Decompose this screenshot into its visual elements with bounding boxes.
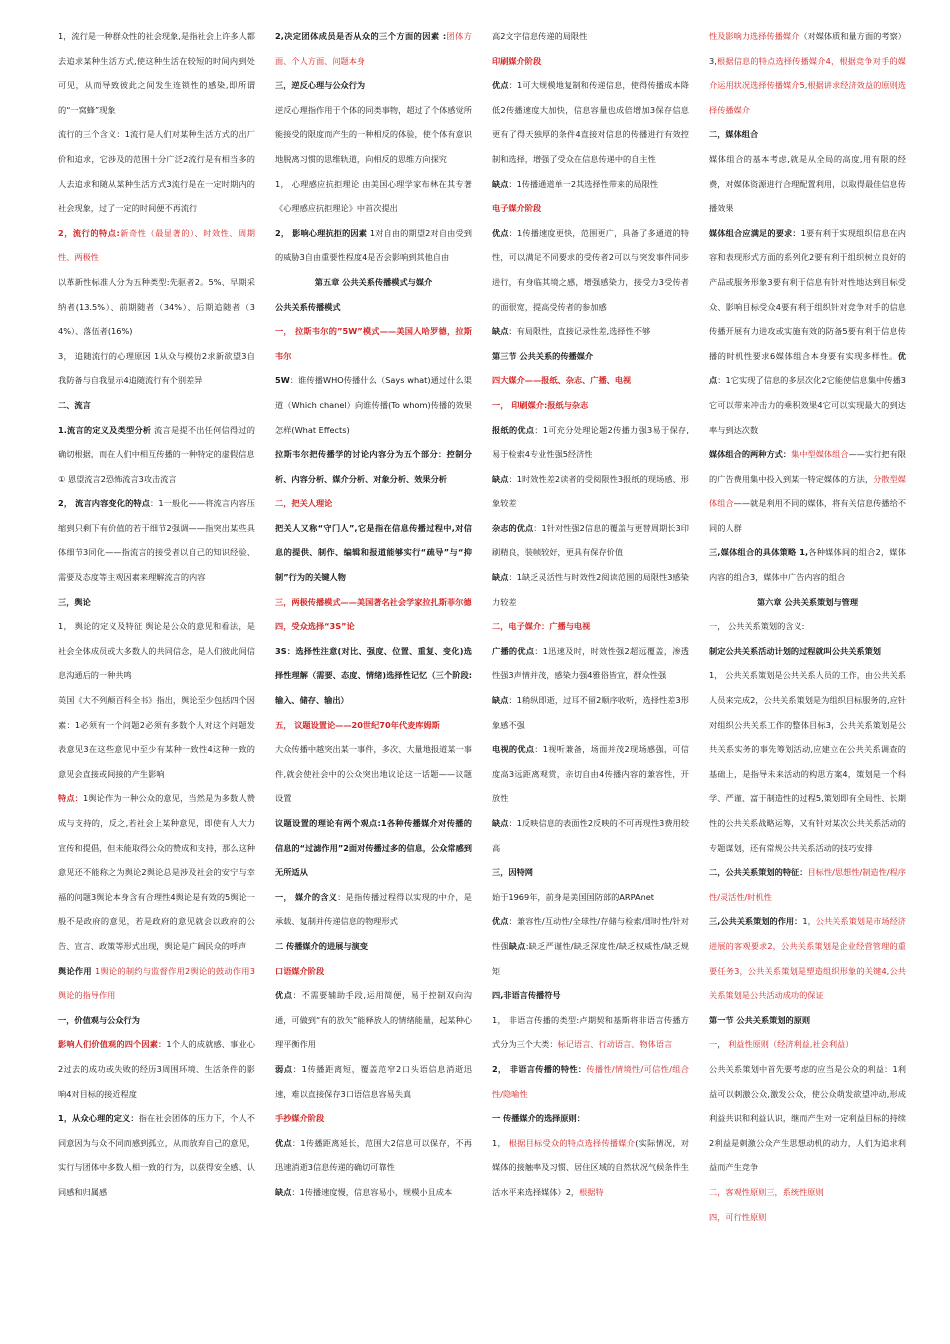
paragraph: [492, 885, 689, 910]
text-run: 2,决定团体成员是否从众的三个方面的因素 :: [275, 31, 447, 41]
text-run: 特点：: [58, 793, 84, 804]
text-run: ：1传播距离延长，范围大2信息可以保存，不再迅速消逝3信息传递的确切可靠性: [275, 1137, 472, 1173]
text-run: 四，受众选择“3S”论: [275, 621, 355, 632]
text-run: 传播性/情境性/可信性/组合性/隐喻性: [492, 1063, 689, 1099]
paragraph: [492, 368, 689, 393]
paragraph: [275, 1057, 472, 1106]
text-run: 2， 非语言传播的特性：: [492, 1063, 587, 1074]
paragraph: [709, 1057, 906, 1180]
text-run: 指在社会团体的压力下，个人不同意因为与众不同而感到孤立，从而放弃自己的意见，实行与团体中多数人相一致的行为，以获得安全感、认同感和归属感: [58, 1113, 255, 1197]
text-run: 广播的优点: [492, 645, 535, 656]
text-run: 1， 舆论的定义及特征 舆论是公众的意见和看法，是社会全体成员或大多数人的共同信念，是人们彼此间信息沟通后的一种共鸣: [58, 621, 255, 681]
text-run: 三，两极传播模式——美国著名社会学家拉扎斯菲尔德: [275, 596, 472, 607]
text-run: 各种媒体间的组合2，媒体内容的组合3，媒体中广告内容的组合: [709, 547, 906, 583]
text-run: 缺点: [275, 1186, 292, 1197]
paragraph: [492, 688, 689, 737]
paragraph: [709, 860, 906, 909]
text-run: 3， 追随流行的心理原因 1从众与模仿2求新欲望3自我防备与自我显示4追随流行有个别差异: [58, 350, 255, 386]
paragraph: [709, 1032, 906, 1057]
text-run: ：兼容性/互动性/全球性/存储与检索/即时性/针对性强: [492, 916, 689, 951]
paragraph: [492, 49, 689, 74]
text-run: 缺点: [492, 695, 509, 706]
text-run: 高2文字信息传递的局限性: [492, 31, 588, 41]
paragraph: [275, 885, 472, 934]
text-run: ：谁传播WHO传播什么（Says what)通过什么渠道（Which chanel）向谁传播(To whom)传播的效果怎样(What Effects): [275, 375, 472, 435]
paragraph: [709, 1180, 906, 1205]
paragraph: [275, 1180, 472, 1205]
text-run: 一，价值观与公众行为: [58, 1014, 140, 1025]
text-run: 口语媒介阶段: [275, 965, 325, 976]
text-run: 影响人们价值观的四个因素：: [58, 1039, 167, 1050]
paragraph: [709, 590, 906, 615]
paragraph: [492, 737, 689, 811]
paragraph: [492, 1131, 689, 1205]
text-run: 始于1969年，前身是美国国防部的ARPAnet: [492, 891, 655, 902]
paragraph: [58, 1106, 255, 1204]
text-run: 电子媒介阶段: [492, 203, 542, 214]
paragraph: [492, 983, 689, 1008]
text-column-4: [709, 24, 906, 1344]
paragraph: [492, 393, 689, 418]
text-run: 一， 印刷媒介:报纸与杂志: [492, 399, 589, 410]
text-run: 以革新性标准人分为五种类型:先驱者2。5%、早期采纳者(13.5%）、前期随者（34%）、后期追随者（34%）、落伍者(16%): [58, 276, 255, 337]
text-run: 制定公共关系活动计划的过程就叫公共关系策划: [709, 645, 881, 656]
text-column-2: [275, 24, 472, 1344]
text-run: 公共关系策划中首先要考虑的应当是公众的利益：1利益可以刺激公众,激发公众，使公众萌发欲望冲动,形成利益共识和利益认识，继而产生对一定利益目标的持续2利益是刺激公众产生思想动机的动力，人们为追求利益而产生竞争: [709, 1063, 906, 1173]
text-run: 1舆论作为一种公众的意见，当然是为多数人赞成与支持的，反之,若社会上某种意见，即使有人大力宣传和提倡，但未能取得公众的赞成和支持，那么这种意见还不能称之为舆论2舆论总是涉及社会的安宁与幸福的问题3舆论本身含有合理性4舆论是有效的5舆论一般不是政府的意见，若是政府的意见就会以政府的公告、宣言、政策等形式出现，舆论是广阔民众的呼声: [58, 793, 255, 951]
text-run: ：是指传播过程得以实现的中介，是承载、复制并传递信息的物理形式: [275, 891, 472, 927]
paragraph: [492, 811, 689, 860]
paragraph: [709, 442, 906, 540]
text-run: 1，: [492, 1137, 509, 1148]
text-run: 1， 非语言传播的类型:卢期契和基斯将非语言传播方式分为三个大类：: [492, 1014, 689, 1050]
text-run: 优点: [492, 916, 509, 927]
text-run: 四,非语言传播符号: [492, 990, 561, 1001]
paragraph: [275, 319, 472, 368]
paragraph: [492, 1106, 689, 1131]
paragraph: [275, 98, 472, 172]
text-run: 1舆论的制约与监督作用2舆论的鼓动作用3舆论的指导作用: [58, 965, 255, 1001]
text-run: 议题设置的理论有两个观点:1各种传播媒介对传播的信息的“过滤作用”2面对传播过多的信息，公众常感到无所适从: [275, 818, 472, 878]
text-run: 公共关系策划是市场经济进展的客观要求2，公共关系策划是企业经营管理的重要任务3，公共关系策划是塑造组织形象的关键4,公共关系策划是公共活动成功的保证: [709, 916, 906, 1001]
paragraph: [275, 442, 472, 491]
paragraph: [275, 959, 472, 984]
paragraph: [492, 196, 689, 221]
paragraph: [492, 418, 689, 467]
paragraph: [709, 24, 906, 122]
paragraph: [709, 1205, 906, 1230]
text-run: ：有局限性，直接记录性差,选择性不够: [508, 326, 651, 337]
text-run: 目标性/思想性/制造性/程序性/灵活性/时机性: [709, 867, 906, 902]
text-run: 第五章 公共关系传播模式与媒介: [314, 276, 433, 287]
text-run: 二，电子媒介：广播与电视: [492, 621, 591, 632]
text-run: 根据特: [579, 1186, 604, 1197]
text-run: 1个人的成就感、事业心2过去的成功或失败的经历3周围环境、生活条件的影响4对目标的接近程度: [58, 1039, 255, 1099]
paragraph: [492, 344, 689, 369]
paragraph: [492, 860, 689, 885]
text-column-1: [58, 24, 255, 1344]
paragraph: [709, 540, 906, 589]
paragraph: [492, 565, 689, 614]
paragraph: [275, 713, 472, 738]
paragraph: [58, 221, 255, 270]
text-run: 逆反心理指作用于个体的同类事物，超过了个体感觉所能接受的限度而产生的一种相反的体验，使个体有意识地脱离习惯的思维轨道，向相反的思维方向探究: [275, 104, 472, 164]
paragraph: [58, 344, 255, 393]
paragraph: [58, 1008, 255, 1033]
paragraph: [275, 983, 472, 1057]
paragraph: [709, 122, 906, 147]
text-run: 第三节 公共关系的传播媒介: [492, 350, 594, 361]
paragraph: [492, 73, 689, 171]
paragraph: [275, 1131, 472, 1180]
paragraph: [275, 639, 472, 713]
paragraph: [275, 172, 472, 221]
paragraph: [492, 319, 689, 344]
text-run: 二，媒体组合: [709, 129, 759, 140]
text-run: 杂志的优点: [492, 522, 534, 533]
paragraph: [275, 24, 472, 73]
text-run: 媒体组合的基本考虑,就是从全局的高度,用有限的经费，对媒体资源进行合理配置利用，以取得最佳信息传播效果: [709, 153, 906, 214]
text-run: 1,: [799, 547, 809, 558]
text-run: 二 传播媒介的进展与演变: [275, 940, 368, 951]
text-run: 分散型媒体组合: [709, 473, 906, 509]
text-run: ：1针对性强2信息的覆盖与更替周期长3印刷精良，装帧较好，更具有保存价值: [492, 522, 689, 558]
paragraph: [709, 147, 906, 221]
text-run: ：1反映信息的表面性2反映的不可再现性3费用较高: [492, 818, 689, 853]
text-run: 新奇性（最显著的）、时效性、周期性、两极性: [58, 227, 255, 263]
text-run: 流行的三个含义：1流行是人们对某种生活方式的出厂价和追求，它涉及的范围十分广泛2流行是有相当多的人去追求和随从某种生活方式3流行是在一定时期内的社会现象，过了一定的时间便不再流行: [58, 129, 255, 214]
text-run: 英国《大不列颠百科全书》指出，舆论至少包括四个因素：1必须有一个问题2必须有多数个人对这个问题发表意见3在这些意见中至少有某种一致性4这种一致的意见会直接或间接的产生影响: [58, 695, 255, 779]
text-run: 一， 媒介的含义: [275, 891, 338, 902]
text-run: 优点: [275, 1137, 292, 1148]
paragraph: [58, 614, 255, 688]
text-run: 5W: [275, 375, 290, 386]
text-run: 优点: [275, 990, 293, 1001]
text-run: 三，逆反心理与公众行为: [275, 80, 366, 91]
text-run: :缺乏严谨性/缺乏深度性/缺乏权威性/缺乏规矩: [492, 940, 689, 976]
text-run: ：1传播速度慢，信息容易小，规模小且成本: [291, 1186, 453, 1197]
text-run: 3S：: [275, 645, 296, 656]
paragraph: [709, 909, 906, 1007]
text-run: 二，公共关系策划的特征：: [709, 867, 808, 878]
text-run: 报纸的优点: [492, 424, 535, 435]
paragraph: [275, 1106, 472, 1131]
paragraph: [58, 959, 255, 1008]
paragraph: [58, 467, 255, 492]
text-run: 二，客观性原则三，系统性原则: [709, 1186, 824, 1197]
text-run: 1， 心理感应抗拒理论 由美国心理学家布林在其专著《心理感应抗拒理论》中首次提出: [275, 178, 472, 214]
text-run: 标记语言、行动语言、物体语言: [557, 1039, 673, 1050]
text-run: ：1时效性差2读者的受阅限性3报纸的现场感、形象较差: [492, 473, 689, 509]
paragraph: [58, 491, 255, 589]
text-run: 团体方面、个人方面、问题本身: [275, 31, 472, 66]
text-run: （对媒体质和量方面的考察）3,: [709, 31, 906, 66]
paragraph: [709, 1008, 906, 1033]
text-run: 电视的优点: [492, 744, 535, 755]
text-run: 流言是提不出任何信得过的确切根据，而在人们中相互传播的一种特定的虚假信息: [58, 424, 255, 460]
text-run: 根据目标受众的特点选择传播媒介: [508, 1137, 636, 1148]
text-run: 五， 议题设置论——20世纪70年代麦库姆斯: [275, 719, 440, 730]
text-run: 2， 影响心理抗拒的因素: [275, 227, 368, 238]
text-run: 三，舆论: [58, 596, 91, 607]
text-run: 缺点: [492, 326, 509, 337]
paragraph: [275, 590, 472, 615]
text-run: 2，流行的特点:: [58, 227, 120, 238]
paragraph: [709, 663, 906, 860]
text-run: 媒体组合应满足的要求：: [709, 227, 801, 238]
paragraph: [492, 24, 689, 49]
text-run: 2， 流言内容变化的特点: [58, 498, 151, 509]
text-run: 四，可行性原则: [709, 1211, 767, 1222]
paragraph: [58, 590, 255, 615]
paragraph: [492, 909, 689, 983]
paragraph: [58, 688, 255, 786]
text-run: 优点: [492, 80, 509, 91]
text-run: ：1它实现了信息的多层次化2它能使信息集中传播3它可以带来冲击力的乘积效果4它可以实现最大的到达率与到达次数: [709, 375, 906, 435]
text-run: 媒体组合的两种方式：: [709, 449, 792, 460]
text-run: 选择性注意(对比、强度、位置、重复、变化)选择性理解（需要、态度、情绪)选择性记忆（三个阶段:输入、储存、输出）: [275, 645, 472, 706]
text-run: 缺点: [492, 178, 509, 189]
paragraph: [492, 467, 689, 516]
text-run: 三，因特网: [492, 867, 533, 878]
paragraph: [58, 122, 255, 220]
text-run: ——实行把有限的广告费用集中投入到某一特定媒体的方法，: [709, 449, 906, 484]
paragraph: [492, 516, 689, 565]
text-run: 1.流言的定义及类型分析: [58, 424, 152, 435]
text-run: ：1传播通道单一2其选择性带来的局限性: [508, 178, 658, 189]
text-run: 1对自由的期望2对自由受到的威胁3自由重要性程度4是否会影响到其他自由: [275, 227, 472, 263]
text-run: 三,公共关系策划的作用：: [709, 916, 803, 927]
text-run: ：1缺乏灵活性与时效性2阅读范围的局限性3感染力较差: [492, 572, 689, 607]
text-run: 把关人又称“守门人”,它是指在信息传播过程中,对信息的提供、制作、编辑和报道能够实行“疏导”与“抑制”行为的关键人物: [275, 522, 472, 583]
text-run: 一 传播媒介的选择原则：: [492, 1113, 585, 1124]
text-run: ：1传播速度更快，范围更广，具备了多通道的特性，可以满足不同要求的受传者2可以与突发事件同步进行，有身临其境之感，增强感染力，接受力3受传者的面很宽，提高受传者的参加感: [492, 227, 689, 312]
text-run: ① 恩望流言2恐怖流言3攻击流言: [58, 473, 177, 484]
paragraph: [275, 614, 472, 639]
paragraph: [275, 811, 472, 885]
text-run: 利益性原则（经济利益,社会利益）: [727, 1039, 854, 1050]
text-run: 拉斯韦尔把传播学的讨论内容分为五个部分：控制分析、内容分析、媒介分析、对象分析、效果分析: [275, 449, 472, 484]
text-run: 四大媒介——报纸、杂志、广播、电视: [492, 375, 632, 386]
text-run: ：1一般化——将流言内容压缩到只剩下有价值的若干细节2强调——指突出某些具体细节3同化——指流言的接受者以自己的知识经验、需要及态度等主观因素来理解流言的内容: [58, 498, 255, 583]
text-column-3: [492, 24, 689, 1344]
text-run: 二、流言: [58, 399, 91, 410]
paragraph: [492, 1008, 689, 1057]
paragraph: [492, 1057, 689, 1106]
text-run: 1， 公共关系策划是公共关系人员的工作，由公共关系人员来完成2，公共关系策划是为组织目标服务的,应针对组织公共关系工作的整体目标3，公共关系策划是公共关系实务的事先筹划活动,应建立在公共关系调查的基础上，是指导未来活动的构思方案4，策划是一个科学、严谨、富于制造性的过程5,策划即有全局性、长期性的公共关系战略运筹，又有针对某次公共关系活动的专题谋划，还有常规公共关系活动的技巧安排: [709, 670, 906, 853]
text-run: 一， 公共关系策划的含义:: [709, 621, 805, 632]
text-run: 优点: [709, 350, 906, 386]
paragraph: [58, 1032, 255, 1106]
text-run: 第六章 公共关系策划与管理: [756, 596, 859, 607]
text-run: 缺点: [508, 940, 526, 951]
paragraph: [275, 73, 472, 98]
text-run: ：1迅速及时，时效性强2超远覆盖，渗透性强3声情并茂，感染力强4雅俗皆宜，群众性强: [492, 645, 689, 681]
text-run: 舆论作用: [58, 965, 95, 976]
paragraph: [492, 172, 689, 197]
text-run: ：1视听兼备，场面并茂2现场感强，可信度高3远距离观赏，亲切自由4传播内容的兼容性，开放性: [492, 744, 689, 804]
text-run: ：1可大规模地复制和传递信息，使得传播成本降低2传播速度大加快，信息容量也成倍增加3保存信息更有了得天独厚的条件4直接对信息的传播进行有效控制和选择，增强了受众在信息传递中的自主性: [492, 80, 689, 164]
paragraph: [58, 418, 255, 467]
text-run: 公共关系传播模式: [275, 301, 341, 312]
paragraph: [275, 221, 472, 270]
text-run: 集中型媒体组合: [791, 449, 849, 460]
text-run: ：不需要辅助手段,运用简便，易于控制双向沟通，可做到“有的放矢”能释放人的情绪能量，起某种心理平衡作用: [275, 990, 472, 1050]
paragraph: [275, 934, 472, 959]
text-run: 第一节 公共关系策划的原则: [709, 1014, 811, 1025]
text-run: 优点: [492, 227, 509, 238]
text-run: 缺点: [492, 818, 509, 828]
paragraph: [709, 639, 906, 664]
text-run: 二，把关人理论: [275, 498, 333, 509]
paragraph: [709, 614, 906, 639]
paragraph: [709, 221, 906, 442]
paragraph: [275, 491, 472, 516]
paragraph: [58, 786, 255, 958]
paragraph: [492, 221, 689, 319]
text-run: ：1可充分处理论题2传播力强3易于保存,易于检索4专业性强5经济性: [492, 424, 689, 460]
text-run: ：1稍纵即逝，过耳不留2顺序收听，选择性差3形象感不强: [492, 695, 689, 730]
paragraph: [275, 516, 472, 590]
text-run: 1，流行是一种群众性的社会现象,是指社会上许多人都去追求某种生活方式,使这种生活在较短的时间内到处可见，从而导致彼此之间发生连锁性的感染,即所谓的“一窝蜂”现象: [58, 31, 255, 115]
text-run: (实际情况，对媒体的接触率及习惯、居住区域的自然状况气候条件生活水平来选择媒体）2，: [492, 1137, 689, 1197]
paragraph: [58, 393, 255, 418]
text-run: 1，从众心理的定义：: [58, 1113, 139, 1124]
text-run: 缺点: [492, 572, 509, 583]
text-run: 大众传播中越突出某一事件，多次、大量地报道某一事件,就会使社会中的公众突出地议论这一话题——议题设置: [275, 744, 472, 804]
paragraph: [58, 24, 255, 122]
text-run: 一，: [709, 1039, 728, 1050]
text-run: ：1传播距离短，覆盖范窄2口头语信息消逝迅速，难以直接保存3口语信息容易失真: [275, 1063, 472, 1099]
text-run: ——就是利用不同的媒体，将有关信息传播给不同的人群: [709, 498, 906, 533]
text-run: 缺点: [492, 473, 509, 484]
text-run: 三,媒体组合的具体策略: [709, 547, 797, 558]
paragraph: [58, 270, 255, 344]
text-run: 根据信息的特点选择传播媒介4，根据竞争对手的媒介运用状况选择传播媒介5,根据讲求经济效益的原则选择传播媒介: [709, 55, 906, 115]
text-run: 一， 拉斯韦尔的”5W”模式——美国人哈罗德，拉斯韦尔: [275, 326, 472, 361]
paragraph: [492, 614, 689, 639]
paragraph: [275, 368, 472, 442]
text-run: 1要有利于实现组织信息在内容和表现形式方面的系列化2要有利于组织树立良好的产品或服务形象3要有利于信息有针对性地达到目标受众、影响目标受众4要有利于组织针对竞争对手的信息传播开展有力进攻或实施有效的防备5要有利于信息传播的时机性要求6媒体组合本身要有实现多样性。: [709, 227, 906, 361]
paragraph: [275, 295, 472, 320]
paragraph: [275, 737, 472, 811]
text-run: 弱点: [275, 1063, 293, 1074]
text-run: 印刷媒介阶段: [492, 55, 542, 66]
text-run: 手抄媒介阶段: [275, 1113, 325, 1124]
text-run: 性及影响力选择传播媒介: [709, 31, 800, 41]
text-run: 1，: [802, 916, 816, 927]
paragraph: [275, 270, 472, 295]
paragraph: [492, 639, 689, 688]
